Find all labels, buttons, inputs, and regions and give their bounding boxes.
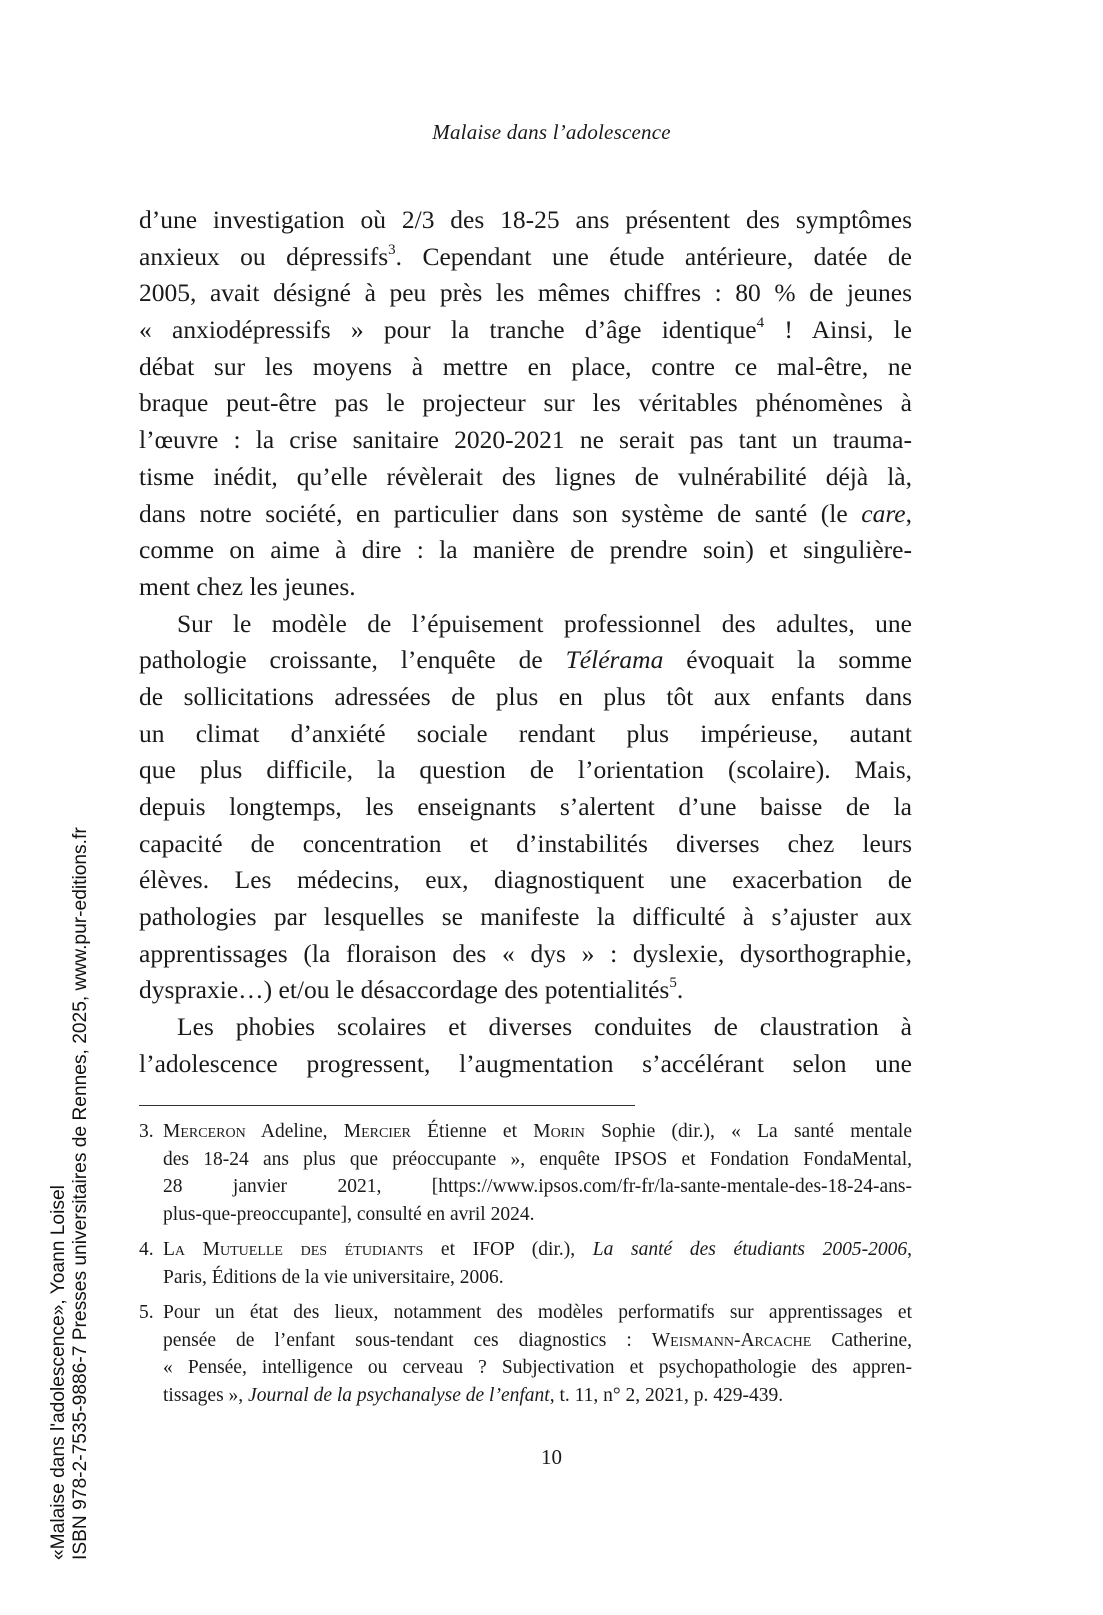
text-line: depuis longtemps, les enseignants s’alertent d’une baisse de la [139, 792, 912, 821]
text-line: élèves. Les médecins, eux, diagnostiquent une exacerbation de [139, 865, 912, 895]
main-text [139, 202, 912, 1083]
footnote-3 [139, 1118, 912, 1228]
text-line: comme on aime à dire : la manière de prendre soin) et singulière- [139, 535, 912, 565]
footnotes [139, 1118, 912, 1417]
text-line: débat sur les moyens à mettre en place, contre ce mal-être, ne [139, 351, 912, 381]
text-line: dans notre société, en particulier dans son système de santé (le care, [139, 498, 912, 528]
footnote-ref[interactable]: 5 [669, 975, 677, 992]
footnote-text: La Mutuelle des étudiants et IFOP (dir.), La santé des étudiants 2005-2006, Paris, Éditions de la vie universitaire, 2006. [163, 1239, 912, 1288]
running-head: Malaise dans l’adolescence [432, 120, 671, 144]
footnote-5 [139, 1299, 912, 1409]
side-credit [48, 827, 92, 1560]
footnote-ref[interactable]: 3 [388, 241, 396, 258]
text-line: Sur le modèle de l’épuisement professionnel des adultes, une [177, 608, 912, 638]
footnote-text: Pour un état des lieux, notamment des modèles performatifs sur apprentissages et pensée de l’enfant sous-tendant ces diagnostics : Weismann-Arcache Catherine, « Pensée, intelligence ou cerveau ? Subjectivation et psychopathologie des appren- tissages », Journal de la psychanalyse de l’enfant, t. 11, n° 2, 2021, p. 429-439. [163, 1302, 912, 1406]
paragraph-3 [139, 1009, 912, 1082]
text-line: apprentissages (la floraison des « dys » : dyslexie, dysorthographie, [139, 938, 912, 968]
paragraph-1 [139, 202, 912, 606]
paragraph-2 [139, 606, 912, 1010]
footnote-number: 4. [139, 1239, 154, 1260]
footnote-4 [139, 1236, 912, 1291]
text-line: braque peut-être pas le projecteur sur les véritables phénomènes à [139, 388, 912, 418]
footnote-ref[interactable]: 4 [756, 315, 765, 332]
footnote-separator [139, 1105, 635, 1106]
text-line: pathologie croissante, l’enquête de Télérama évoquait la somme [139, 645, 912, 675]
text-line: que plus difficile, la question de l’orientation (scolaire). Mais, [139, 755, 912, 785]
text-line: ment chez les jeunes. [139, 571, 356, 601]
text-line: l’œuvre : la crise sanitaire 2020-2021 ne serait pas tant un trauma- [139, 425, 912, 455]
text-line: 2005, avait désigné à peu près les mêmes chiffres : 80 % de jeunes [139, 278, 912, 308]
text-line: pathologies par lesquelles se manifeste la difficulté à s’ajuster aux [139, 902, 912, 932]
text-line: anxieux ou dépressifs$^3$. Cependant une étude antérieure, datée de [139, 241, 912, 271]
footnote-number: 5. [139, 1302, 154, 1323]
side-credit-line-2: ISBN 978-2-7535-9886-7 Presses universitaires de Rennes, 2025, www.pur-editions.fr [70, 827, 91, 1560]
text-line: capacité de concentration et d’instabilités diverses chez leurs [139, 828, 912, 858]
text-line: un climat d’anxiété sociale rendant plus impérieuse, autant [139, 718, 912, 748]
text-line: de sollicitations adressées de plus en plus tôt aux enfants dans [139, 681, 912, 711]
footnote-link[interactable]: 28 janvier 2021, [https://www.ipsos.com/fr-fr/la-sante-mentale-des-18-24-ans- [163, 1176, 912, 1197]
text-line: dyspraxie…) et/ou le désaccordage des potentialités$^5$. [139, 975, 684, 1005]
text-line: tisme inédit, qu’elle révèlerait des lignes de vulnérabilité déjà là, [139, 461, 912, 491]
footnote-number: 3. [139, 1121, 154, 1142]
side-credit-line-1: «Malaise dans l'adolescence», Yoann Loisel [48, 1185, 69, 1560]
text-line: « anxiodépressifs » pour la tranche d’âge identique$^4$ ! Ainsi, le [139, 315, 912, 345]
footnote-text: Merceron Adeline, Mercier Étienne et Morin Sophie (dir.), « La santé mentale des 18-24 ans plus que préoccupante », enquête IPSOS et Fondation FondaMental, 28 janvier 2021, [https://www.ipsos.com/fr-fr/la-sante-mentale-des-18-24-ans- plus-que-preoccupante], consulté en avril 2024. [163, 1121, 912, 1225]
text-line: l’adolescence progressent, l’augmentation s’accélérant selon une [139, 1048, 912, 1078]
text-line: Les phobies scolaires et diverses conduites de claustration à [177, 1012, 912, 1042]
page-number: 10 [541, 1445, 562, 1469]
text-line: d’une investigation où 2/3 des 18-25 ans présentent des symptômes [139, 205, 912, 234]
